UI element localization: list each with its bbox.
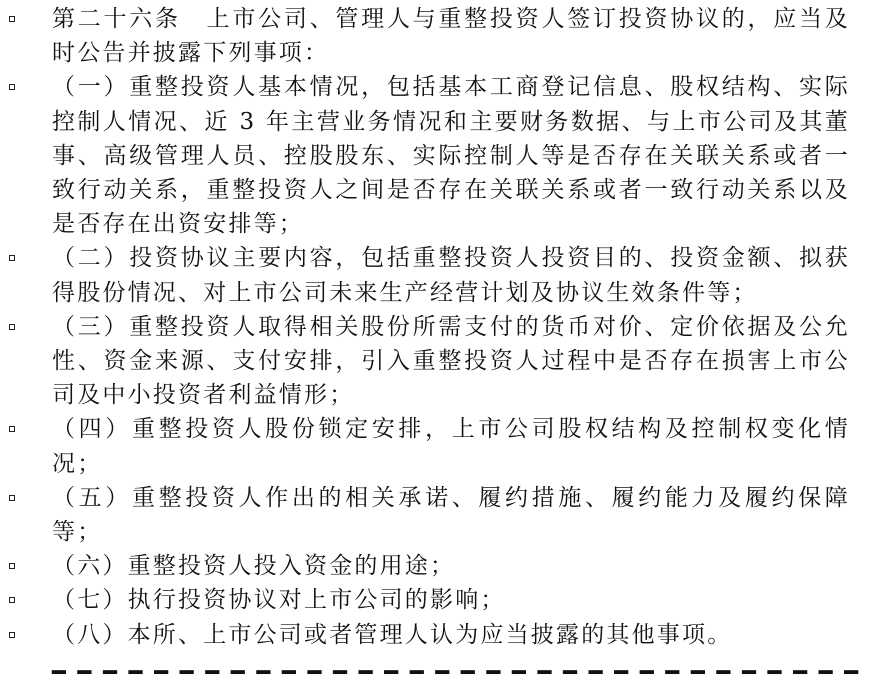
square-bullet-icon <box>9 16 15 22</box>
document-body <box>0 2 872 652</box>
list-item <box>0 70 872 241</box>
square-bullet-icon <box>9 324 15 330</box>
list-item <box>0 412 872 480</box>
square-bullet-icon <box>9 563 15 569</box>
list-item <box>0 583 872 617</box>
square-bullet-icon <box>9 255 15 261</box>
paragraph-text: （一）重整投资人基本情况，包括基本工商登记信息、股权结构、实际控制人情况、近 3 年主营业务情况和主要财务数据、与上市公司及其董事、高级管理人员、控股股东、实际控制人等是否存在关联关系或者一致行动关系，重整投资人之间是否存在关联关系或者一致行动关系以及是否存在出资安排等； <box>52 74 850 238</box>
list-item <box>0 241 872 309</box>
list-item <box>0 481 872 549</box>
square-bullet-icon <box>9 632 15 638</box>
paragraph-text: 第二十六条 上市公司、管理人与重整投资人签订投资协议的，应当及时公告并披露下列事项： <box>52 6 850 67</box>
article-heading-paragraph <box>0 2 872 70</box>
clipped-next-line: ━ ━ ━ ━ ━ ━ ━ ━ ━ ━ ━ ━ ━ ━ ━ ━ ━ ━ ━ ━ ━ ━ ━ ━ ━ ━ ━ ━ ━ ━ ━ ━ <box>52 660 861 686</box>
list-item <box>0 618 872 652</box>
paragraph-text: （四）重整投资人股份锁定安排，上市公司股权结构及控制权变化情况； <box>52 416 850 477</box>
square-bullet-icon <box>9 84 15 90</box>
square-bullet-icon <box>9 597 15 603</box>
paragraph-text: （三）重整投资人取得相关股份所需支付的货币对价、定价依据及公允性、资金来源、支付安排，引入重整投资人过程中是否存在损害上市公司及中小投资者利益情形； <box>52 313 850 409</box>
list-item <box>0 549 872 583</box>
square-bullet-icon <box>9 426 15 432</box>
paragraph-text: （七）执行投资协议对上市公司的影响； <box>52 587 506 614</box>
paragraph-text: （六）重整投资人投入资金的用途； <box>52 553 456 580</box>
paragraph-text: （二）投资协议主要内容，包括重整投资人投资目的、投资金额、拟获得股份情况、对上市公司未来生产经营计划及协议生效条件等； <box>52 245 850 306</box>
paragraph-text: （五）重整投资人作出的相关承诺、履约措施、履约能力及履约保障等； <box>52 484 850 546</box>
square-bullet-icon <box>9 495 15 501</box>
paragraph-text: （八）本所、上市公司或者管理人认为应当披露的其他事项。 <box>52 621 733 648</box>
list-item <box>0 310 872 413</box>
